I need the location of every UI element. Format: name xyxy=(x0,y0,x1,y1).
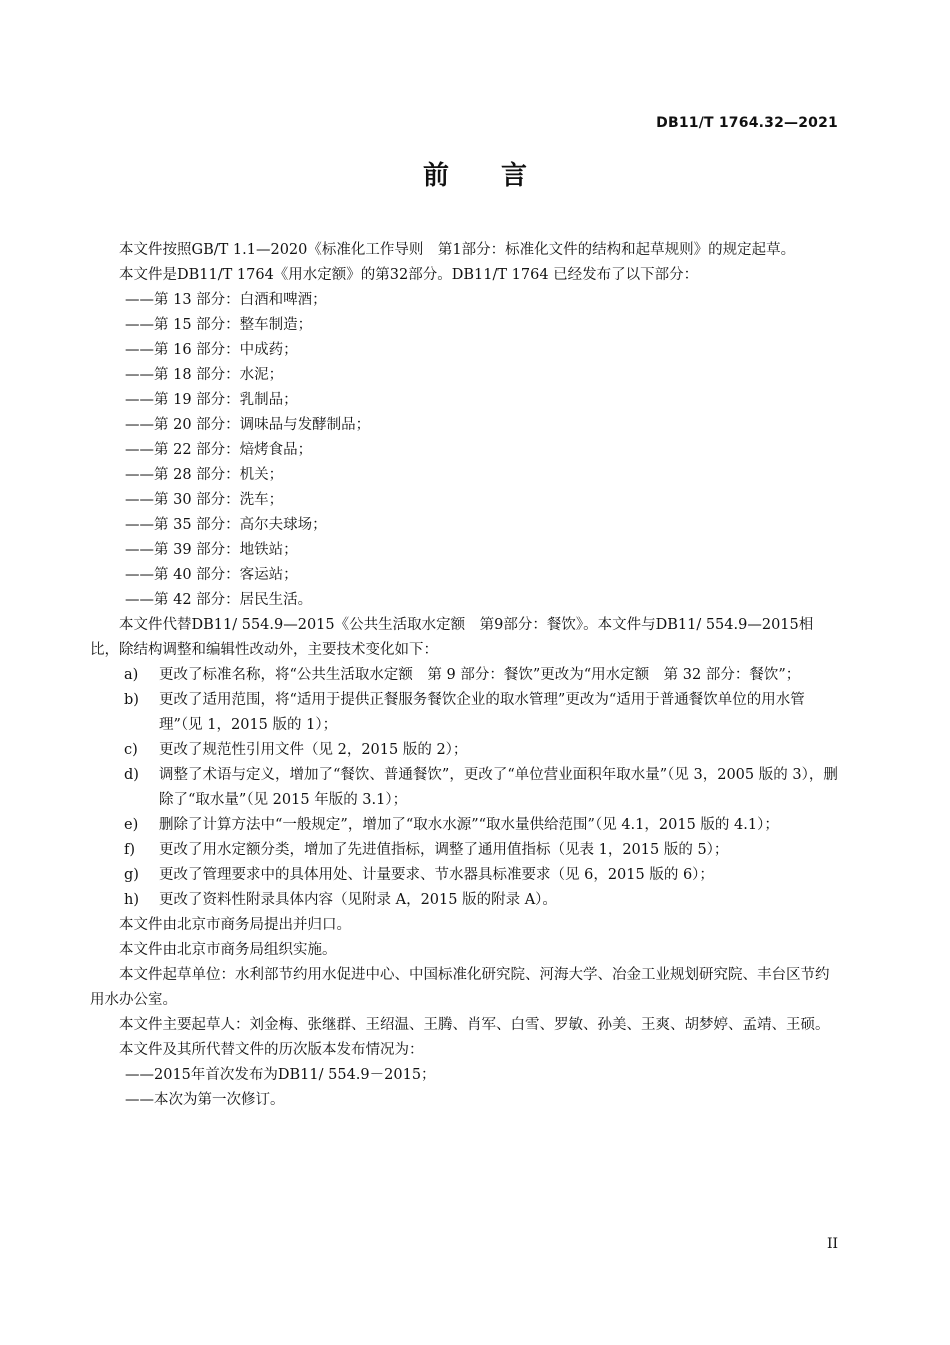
change-item xyxy=(90,738,838,763)
change-label: b) xyxy=(124,692,139,708)
part-list-item: ——第 40 部分：客运站； xyxy=(125,567,298,583)
part-list-item: ——第 18 部分：水泥； xyxy=(125,367,284,383)
change-label: a) xyxy=(124,667,139,683)
change-label: e) xyxy=(124,817,139,833)
closing-paragraph: 本文件由北京市商务局组织实施。 xyxy=(119,942,337,958)
part-list-item: ——第 19 部分：乳制品； xyxy=(125,392,298,408)
document-code: DB11/T 1764.32—2021 xyxy=(656,115,838,131)
change-label: h) xyxy=(124,892,139,908)
part-list-item: ——第 35 部分：高尔夫球场； xyxy=(125,517,327,533)
title-char-1: 前 xyxy=(422,161,449,191)
title-char-2: 言 xyxy=(501,161,528,191)
part-list-item: ——第 39 部分：地铁站； xyxy=(125,542,298,558)
change-label: d) xyxy=(124,767,139,783)
change-label: f) xyxy=(124,842,136,858)
change-text: 删除了计算方法中“一般规定”，增加了“取水水源”“取水量供给范围”（见 4.1，2015 版的 4.1）； xyxy=(159,817,779,833)
change-item xyxy=(90,688,838,738)
change-item xyxy=(90,888,838,913)
change-text: 调整了术语与定义，增加了“餐饮、普通餐饮”，更改了“单位营业面积年取水量”（见 3，2005 版的 3），删除了“取水量”（见 2015 年版的 3.1）； xyxy=(159,767,838,808)
part-list-item: ——第 42 部分：居民生活。 xyxy=(125,592,313,608)
closing-paragraph: 本文件主要起草人：刘金梅、张继群、王绍温、王腾、肖军、白雪、罗敏、孙美、王爽、胡梦婷、孟靖、王硕。 xyxy=(119,1017,830,1033)
closing-paragraph: 本文件起草单位：水利部节约用水促进中心、中国标准化研究院、河海大学、冶金工业规划研究院、丰台区节约用水办公室。 xyxy=(90,967,830,1008)
change-text: 更改了管理要求中的具体用处、计量要求、节水器具标准要求（见 6，2015 版的 6）； xyxy=(159,867,714,883)
page-title xyxy=(0,155,950,192)
closing-paragraph: 本文件由北京市商务局提出并归口。 xyxy=(119,917,351,933)
history-item: ——本次为第一次修订。 xyxy=(125,1092,285,1108)
change-item xyxy=(90,763,838,813)
closing-paragraph: 本文件及其所代替文件的历次版本发布情况为： xyxy=(119,1042,424,1058)
change-text: 更改了标准名称，将“公共生活取水定额 第 9 部分：餐饮”更改为“用水定额 第 32 部分：餐饮”； xyxy=(159,667,801,683)
intro-paragraph: 本文件按照GB/T 1.1—2020《标准化工作导则 第1部分：标准化文件的结构和起草规则》的规定起草。 xyxy=(119,242,796,258)
change-text: 更改了规范性引用文件（见 2，2015 版的 2）； xyxy=(159,742,468,758)
part-list-item: ——第 28 部分：机关； xyxy=(125,467,284,483)
part-list-item: ——第 30 部分：洗车； xyxy=(125,492,284,508)
replacement-paragraph: 本文件代替DB11/ 554.9—2015《公共生活取水定额 第9部分：餐饮》。本文件与DB11/ 554.9—2015相比，除结构调整和编辑性改动外，主要技术变化如下： xyxy=(90,617,814,658)
intro-paragraph: 本文件是DB11/T 1764《用水定额》的第32部分。DB11/T 1764 已经发布了以下部分： xyxy=(119,267,699,283)
part-list-item: ——第 13 部分：白酒和啤酒； xyxy=(125,292,327,308)
change-item xyxy=(90,813,838,838)
page-number: II xyxy=(826,1236,838,1252)
change-text: 更改了适用范围，将“适用于提供正餐服务餐饮企业的取水管理”更改为“适用于普通餐饮单位的用水管理”（见 1，2015 版的 1）； xyxy=(159,692,805,733)
change-item xyxy=(90,663,838,688)
change-item xyxy=(90,863,838,888)
part-list-item: ——第 22 部分：焙烤食品； xyxy=(125,442,313,458)
change-label: g) xyxy=(124,867,139,883)
part-list-item: ——第 15 部分：整车制造； xyxy=(125,317,313,333)
change-text: 更改了用水定额分类，增加了先进值指标，调整了通用值指标（见表 1，2015 版的 5）； xyxy=(159,842,729,858)
part-list-item: ——第 20 部分：调味品与发酵制品； xyxy=(125,417,371,433)
change-label: c) xyxy=(124,742,138,758)
part-list-item: ——第 16 部分：中成药； xyxy=(125,342,298,358)
history-item: ——2015年首次发布为DB11/ 554.9－2015； xyxy=(125,1067,436,1083)
change-item xyxy=(90,838,838,863)
foreword-body xyxy=(90,238,838,1113)
change-text: 更改了资料性附录具体内容（见附录 A，2015 版的附录 A）。 xyxy=(159,892,557,908)
